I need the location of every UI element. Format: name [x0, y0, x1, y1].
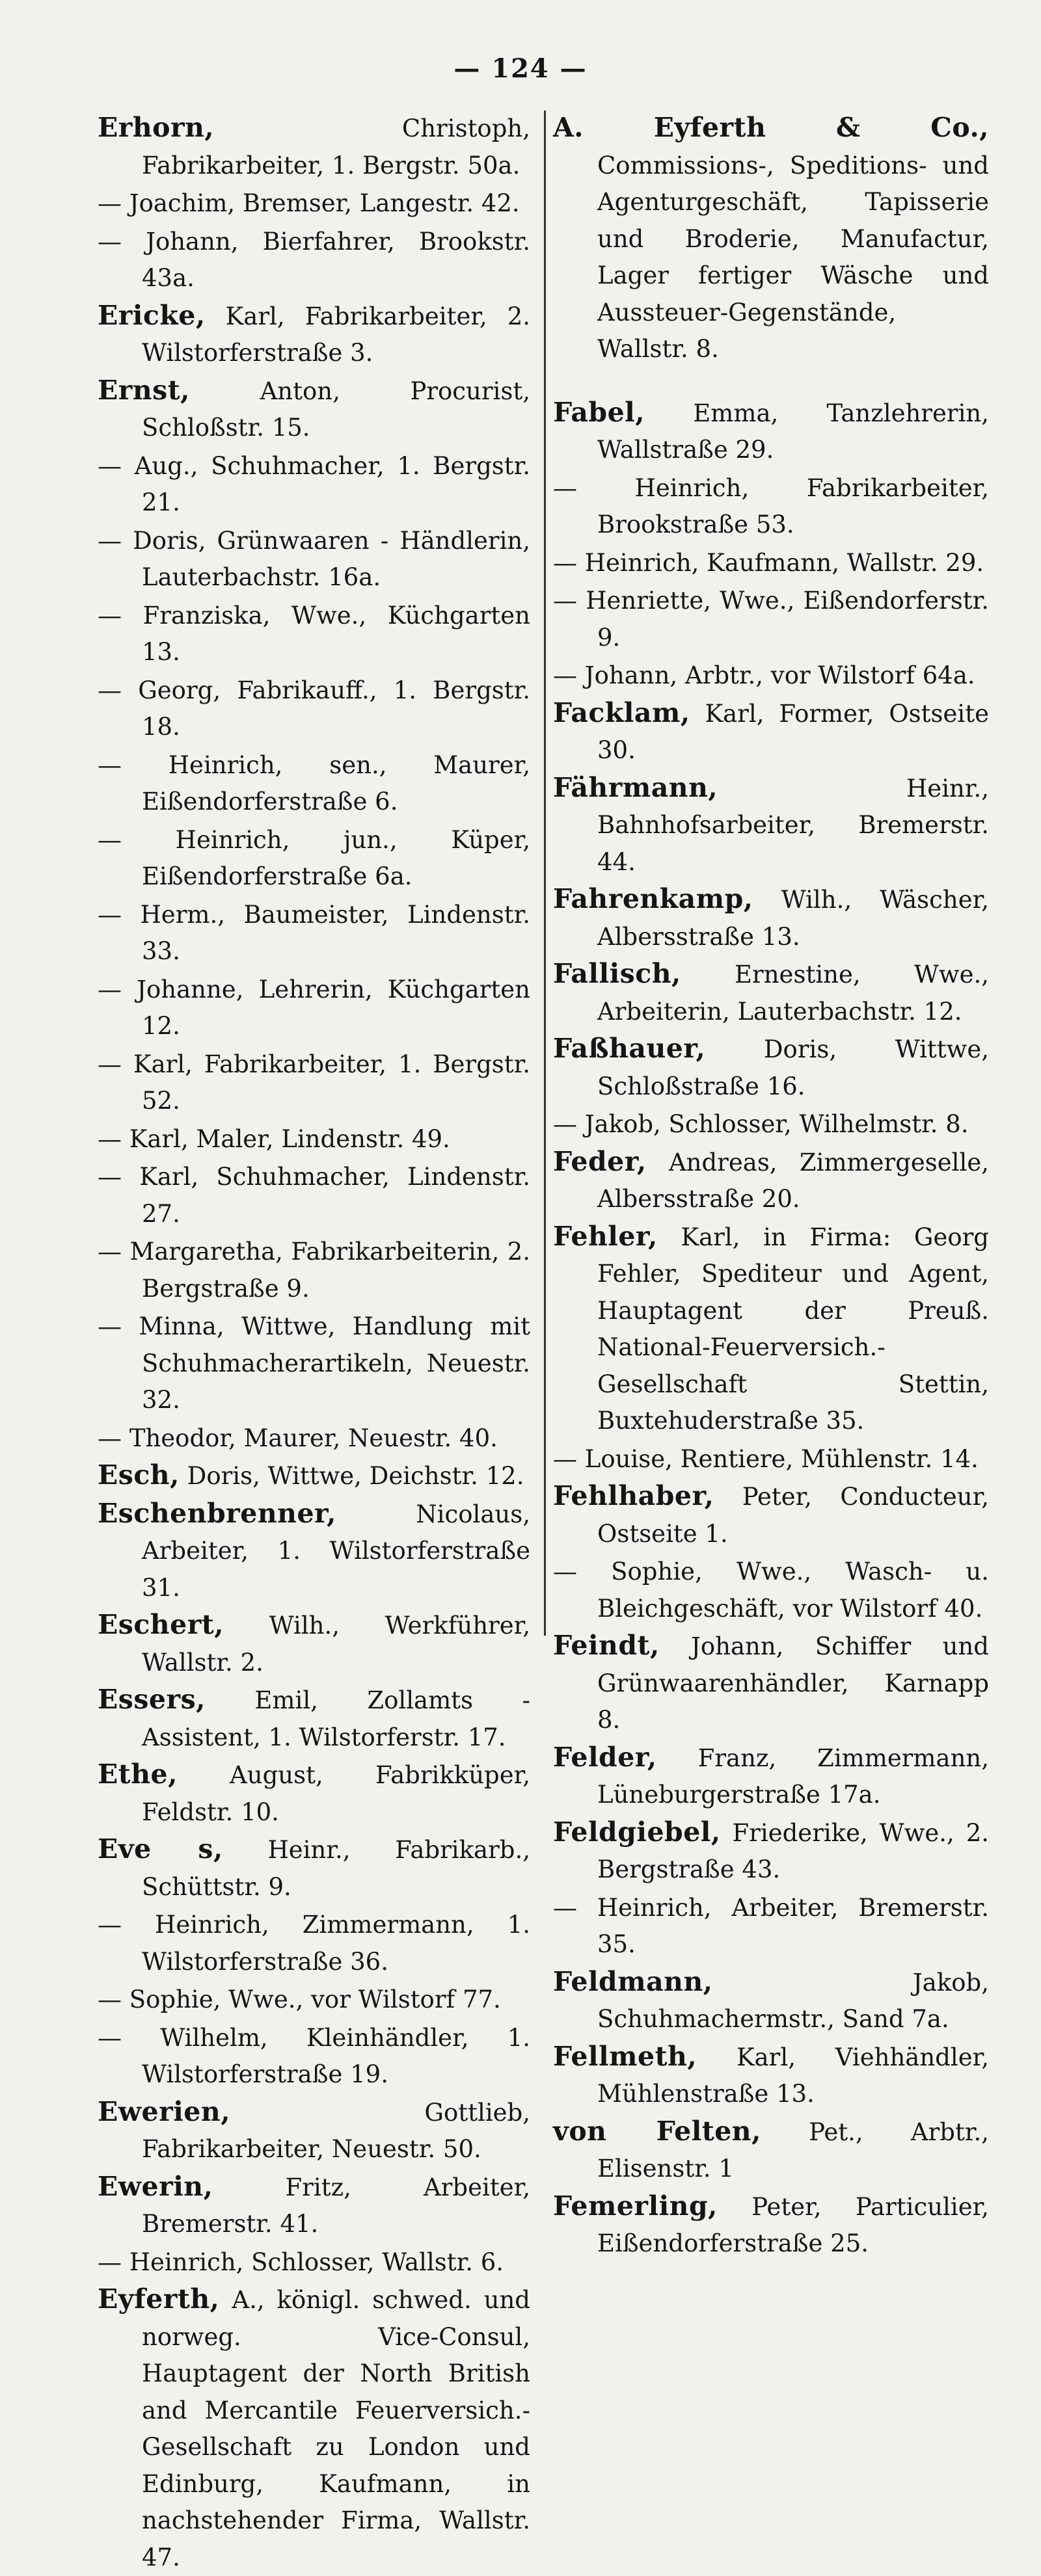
right-column [553, 109, 989, 2263]
entry-name: Eve s, [98, 1833, 223, 1865]
directory-entry [553, 1627, 989, 1739]
directory-entry [553, 2188, 989, 2263]
entry-name: von Felten, [553, 2115, 761, 2147]
entry-text: Christoph, Fabrikarbeiter, 1. Bergstr. 50a. [142, 114, 530, 179]
directory-entry [98, 2281, 530, 2576]
entry-name: Felder, [553, 1741, 657, 1773]
directory-entry [553, 1739, 989, 1814]
entry-text: Anton, Procurist, Schloßstr. 15. [142, 377, 530, 442]
directory-entry [98, 1419, 530, 1457]
directory-entry [98, 1905, 530, 1980]
directory-entry [98, 1457, 530, 1495]
directory-entry [98, 1606, 530, 1681]
entry-name: Ewerin, [98, 2170, 213, 2202]
directory-entry [553, 1814, 989, 1889]
directory-entry [98, 1120, 530, 1158]
entry-text: — Sophie, Wwe., vor Wilstorf 77. [98, 1985, 501, 2013]
directory-entry [98, 671, 530, 746]
entry-text: — Franziska, Wwe., Küchgarten 13. [98, 601, 530, 666]
directory-entry [98, 372, 530, 447]
entry-text: A., königl. schwed. und norweg. Vice-Consul, Hauptagent der North British and Mercantile Feuerversich.-Gesellschaft zu London und Edinburg, Kaufmann, in nachstehender Firma, Wallstr. 47. [142, 2286, 530, 2571]
entry-name: Feldgiebel, [553, 1816, 721, 1848]
entry-text: — Johann, Bierfahrer, Brookstr. 43a. [98, 227, 530, 292]
entry-text: Heinr., Bahnhofsarbeiter, Bremerstr. 44. [597, 774, 989, 876]
entry-text: — Karl, Maler, Lindenstr. 49. [98, 1124, 450, 1153]
directory-entry [98, 184, 530, 222]
entry-name: Fahrenkamp, [553, 883, 753, 914]
entry-text: Jakob, Schuhmachermstr., Sand 7a. [597, 1968, 989, 2033]
entry-text: Heinr., Fabrikarb., Schüttstr. 9. [142, 1836, 530, 1901]
directory-entry [98, 970, 530, 1045]
entry-text: August, Fabrikküper, Feldstr. 10. [142, 1761, 530, 1826]
entry-text: Karl, Fabrikarbeiter, 2. Wilstorferstraße 3. [142, 302, 530, 367]
entry-text: Nicolaus, Arbeiter, 1. Wilstorferstraße 31. [142, 1500, 530, 1602]
directory-entry [553, 1440, 989, 1478]
directory-entry [98, 821, 530, 896]
entry-name: Erhorn, [98, 112, 215, 143]
directory-entry [98, 1756, 530, 1831]
directory-entry [98, 2243, 530, 2281]
entry-name: Ethe, [98, 1759, 178, 1790]
directory-entry [98, 522, 530, 596]
entry-text: Fritz, Arbeiter, Bremerstr. 41. [142, 2173, 530, 2238]
entry-text: — Heinrich, Zimmermann, 1. Wilstorferstraße 36. [98, 1911, 530, 1976]
entry-text: — Theodor, Maurer, Neuestr. 40. [98, 1424, 498, 1452]
entry-text: Emil, Zollamts - Assistent, 1. Wilstorferstr. 17. [142, 1686, 530, 1751]
directory-entry [553, 1552, 989, 1627]
directory-entry [553, 394, 989, 469]
directory-entry [553, 1030, 989, 1105]
entry-name: Eyferth, [98, 2283, 220, 2315]
entry-text: Franz, Zimmermann, Lüneburgerstraße 17a. [597, 1744, 989, 1809]
entry-text: Friederike, Wwe., 2. Bergstraße 43. [597, 1818, 989, 1883]
directory-entry [98, 1232, 530, 1307]
directory-entry [98, 1045, 530, 1120]
entry-text: Karl, Former, Ostseite 30. [597, 699, 989, 764]
entry-text: — Louise, Rentiere, Mühlenstr. 14. [553, 1444, 979, 1473]
entry-name: Esch, [98, 1459, 180, 1491]
entry-name: Fellmeth, [553, 2040, 697, 2072]
entry-name: Facklam, [553, 697, 690, 728]
entry-text: Doris, Wittwe, Deichstr. 12. [179, 1462, 524, 1490]
entry-text: Johann, Schiffer und Grünwaarenhändler, Karnapp 8. [597, 1632, 989, 1734]
directory-entry [553, 2038, 989, 2113]
entry-text: Commissions-, Speditions- und Agenturgeschäft, Tapisserie und Broderie, Manufactur, Lager fertiger Wäsche und Aussteuer-Gegenstände, Wallstr. 8. [597, 151, 989, 363]
entry-name: Fehlhaber, [553, 1480, 714, 1511]
directory-entry [553, 769, 989, 881]
directory-entry [98, 596, 530, 671]
directory-entry [553, 469, 989, 544]
entry-name: Essers, [98, 1684, 206, 1715]
directory-entry [98, 1495, 530, 1607]
entry-text: Wilh., Werkführer, Wallstr. 2. [142, 1612, 530, 1677]
entry-text: Gottlieb, Fabrikarbeiter, Neuestr. 50. [142, 2098, 530, 2163]
entry-text: — Johanne, Lehrerin, Küchgarten 12. [98, 975, 530, 1040]
directory-entry [98, 1307, 530, 1419]
entry-text: — Herm., Baumeister, Lindenstr. 33. [98, 900, 530, 965]
entry-text: — Heinrich, Fabrikarbeiter, Brookstraße 53. [553, 473, 989, 538]
directory-entry [553, 109, 989, 368]
entry-text: — Henriette, Wwe., Eißendorferstr. 9. [553, 587, 989, 652]
entry-name: A. Eyferth & Co., [553, 112, 989, 143]
directory-entry [98, 1681, 530, 1756]
entry-name: Ernst, [98, 374, 190, 406]
entry-text: Wilh., Wäscher, Albersstraße 13. [597, 886, 989, 951]
entry-text: Doris, Wittwe, Schloßstraße 16. [597, 1035, 989, 1100]
entry-name: Eschenbrenner, [98, 1497, 336, 1529]
directory-entry [553, 2113, 989, 2188]
entry-text: Pet., Arbtr., Elisenstr. 1 [597, 2118, 989, 2183]
directory-entry [98, 746, 530, 821]
entry-text: — Karl, Fabrikarbeiter, 1. Bergstr. 52. [98, 1050, 530, 1115]
directory-entry [553, 1889, 989, 1963]
directory-entry [553, 581, 989, 656]
entry-text: — Joachim, Bremser, Langestr. 42. [98, 189, 520, 217]
directory-entry [98, 109, 530, 184]
directory-entry [553, 1143, 989, 1218]
entry-text: — Heinrich, jun., Küper, Eißendorferstraße 6a. [98, 825, 530, 890]
entry-text: — Georg, Fabrikauff., 1. Bergstr. 18. [98, 676, 530, 741]
entry-text: — Johann, Arbtr., vor Wilstorf 64a. [553, 661, 975, 689]
directory-entry [553, 1963, 989, 2038]
directory-entry [98, 1980, 530, 2019]
entry-name: Ewerien, [98, 2095, 230, 2127]
entry-name: Feldmann, [553, 1965, 713, 1997]
entry-text: — Karl, Schuhmacher, Lindenstr. 27. [98, 1163, 530, 1228]
page-number: — 124 — [453, 53, 588, 84]
entry-text: Peter, Conducteur, Ostseite 1. [597, 1483, 989, 1548]
directory-entry [98, 297, 530, 372]
entry-name: Fabel, [553, 396, 645, 428]
entry-name: Femerling, [553, 2190, 718, 2222]
directory-entry [553, 544, 989, 582]
directory-entry [98, 447, 530, 522]
entry-text: Andreas, Zimmergeselle, Albersstraße 20. [597, 1148, 989, 1213]
entry-text: — Wilhelm, Kleinhändler, 1. Wilstorferstraße 19. [98, 2023, 530, 2088]
directory-entry [98, 2093, 530, 2168]
directory-entry [553, 656, 989, 695]
entry-name: Feindt, [553, 1630, 660, 1661]
entry-name: Faßhauer, [553, 1033, 706, 1064]
entry-text: — Minna, Wittwe, Handlung mit Schuhmacherartikeln, Neuestr. 32. [98, 1312, 530, 1414]
directory-entry [553, 1105, 989, 1143]
entry-name: Fährmann, [553, 771, 718, 803]
directory-entry [553, 881, 989, 955]
directory-entry [553, 695, 989, 769]
entry-text: — Heinrich, Arbeiter, Bremerstr. 35. [553, 1893, 989, 1958]
entry-text: — Jakob, Schlosser, Wilhelmstr. 8. [553, 1110, 969, 1138]
entry-name: Fehler, [553, 1220, 658, 1252]
column-divider [544, 111, 546, 1636]
entry-text: — Margaretha, Fabrikarbeiterin, 2. Bergstraße 9. [98, 1238, 530, 1303]
entry-text: Emma, Tanzlehrerin, Wallstraße 29. [597, 399, 989, 464]
entry-text: Karl, Viehhändler, Mühlenstraße 13. [597, 2043, 989, 2108]
entry-name: Eschert, [98, 1609, 224, 1640]
entry-name: Fallisch, [553, 958, 681, 989]
entry-text: — Doris, Grünwaaren - Händlerin, Lauterbachstr. 16a. [98, 526, 530, 591]
directory-entry [98, 896, 530, 970]
entry-text: Ernestine, Wwe., Arbeiterin, Lauterbachstr. 12. [597, 961, 989, 1026]
directory-entry [553, 955, 989, 1030]
directory-entry [553, 1478, 989, 1552]
directory-entry [98, 2168, 530, 2243]
entry-name: Feder, [553, 1145, 647, 1177]
entry-text: — Aug., Schuhmacher, 1. Bergstr. 21. [98, 451, 530, 516]
directory-entry [553, 1218, 989, 1440]
entry-text: — Sophie, Wwe., Wasch- u. Bleichgeschäft, vor Wilstorf 40. [553, 1558, 989, 1623]
entry-text: — Heinrich, Schlosser, Wallstr. 6. [98, 2248, 504, 2276]
directory-entry [98, 1158, 530, 1232]
directory-entry [98, 2019, 530, 2093]
entry-name: Ericke, [98, 299, 206, 331]
entry-text: — Heinrich, Kaufmann, Wallstr. 29. [553, 548, 984, 577]
entry-text: Peter, Particulier, Eißendorferstraße 25. [597, 2192, 989, 2257]
entry-text: Karl, in Firma: Georg Fehler, Spediteur und Agent, Hauptagent der Preuß. National-Feuerversich.-Gesellschaft Stettin, Buxtehuderstraße 35. [597, 1223, 989, 1435]
entry-text: — Heinrich, sen., Maurer, Eißendorferstraße 6. [98, 750, 530, 816]
directory-entry [98, 222, 530, 297]
directory-entry [98, 1831, 530, 1905]
left-column [98, 109, 530, 2576]
